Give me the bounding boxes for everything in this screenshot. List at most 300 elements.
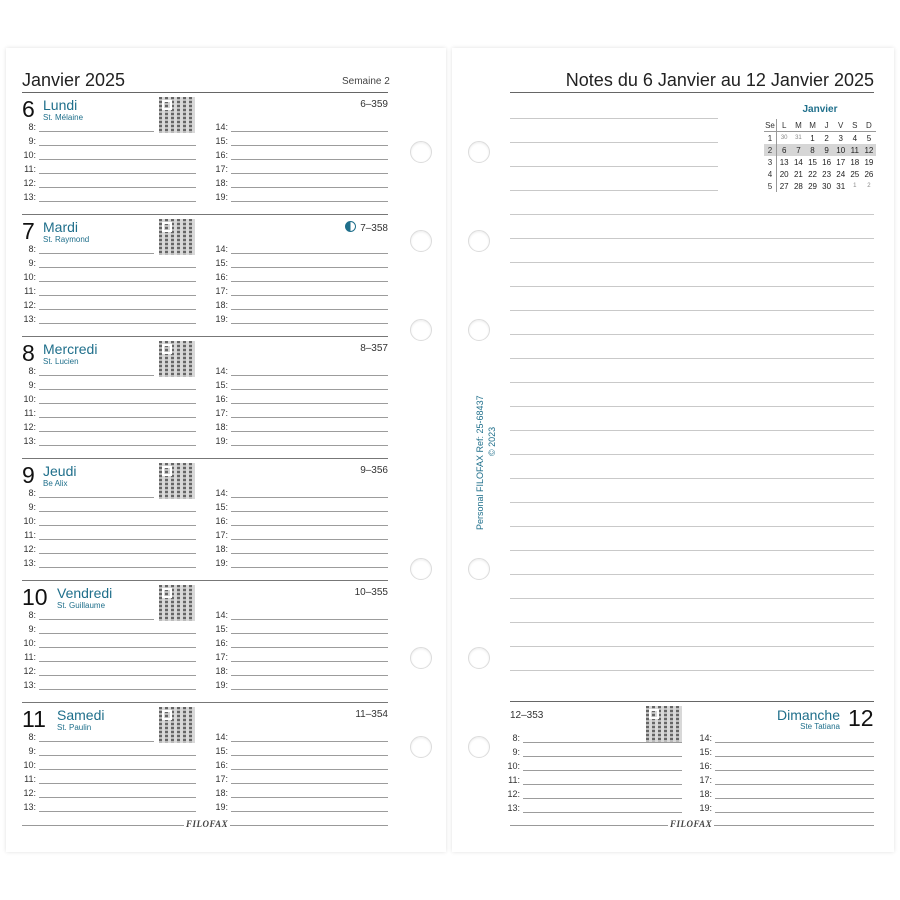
hour-label: 8: — [28, 610, 36, 620]
hour-label: 17: — [215, 164, 228, 174]
hour-label: 11: — [24, 408, 36, 418]
hour-label: 19: — [215, 314, 228, 324]
hour-label: 15: — [215, 258, 228, 268]
hour-line[interactable] — [231, 173, 388, 174]
calendar-day[interactable]: 20 — [779, 169, 789, 179]
saint-name: St. Paulin — [57, 723, 92, 732]
hour-label: 16: — [215, 638, 228, 648]
calendar-day[interactable]: 27 — [779, 181, 789, 191]
hour-line[interactable] — [39, 281, 196, 282]
hour-row — [22, 244, 154, 254]
hour-row — [214, 666, 388, 676]
hour-label: 8: — [28, 732, 36, 742]
hour-label: 12: — [23, 666, 36, 676]
hour-line[interactable] — [39, 431, 196, 432]
hour-row — [22, 122, 154, 132]
sunday-hour-row — [698, 803, 874, 813]
calendar-day[interactable]: 16 — [822, 157, 832, 167]
hour-line[interactable] — [231, 281, 388, 282]
hour-line[interactable] — [715, 742, 874, 743]
hour-label: 15: — [215, 380, 228, 390]
hour-label: 11: — [508, 775, 520, 785]
hour-line[interactable] — [39, 145, 196, 146]
hour-row — [214, 258, 388, 268]
binder-hole — [468, 230, 490, 252]
hour-line[interactable] — [231, 769, 388, 770]
sunday-hour-row — [698, 789, 874, 799]
hour-row — [214, 366, 388, 376]
hour-row — [22, 802, 196, 812]
hour-label: 8: — [28, 122, 36, 132]
hour-row — [214, 380, 388, 390]
hour-label: 19: — [215, 436, 228, 446]
hour-line[interactable] — [231, 741, 388, 742]
hour-line[interactable] — [39, 797, 196, 798]
sunday-hour-row — [506, 733, 682, 743]
hour-line[interactable] — [231, 431, 388, 432]
hour-label: 10: — [23, 638, 36, 648]
hour-label: 13: — [23, 558, 36, 568]
hour-row — [22, 314, 196, 324]
day-qr-code — [159, 463, 195, 499]
hour-label: 9: — [28, 258, 36, 268]
hour-label: 11: — [24, 774, 36, 784]
notes-title: Notes du 6 Janvier au 12 Janvier 2025 — [565, 70, 874, 90]
hour-row — [22, 436, 196, 446]
calendar-week-row — [764, 156, 876, 168]
day-number: 9 — [22, 462, 35, 488]
hour-line[interactable] — [523, 784, 682, 785]
hour-line[interactable] — [39, 811, 196, 812]
calendar-day[interactable]: 12 — [862, 144, 876, 156]
day-count-wrap — [360, 343, 388, 354]
hour-row — [214, 488, 388, 498]
saint-name: St. Guillaume — [57, 601, 106, 610]
hour-row — [22, 136, 196, 146]
hour-line[interactable] — [231, 525, 388, 526]
hour-line[interactable] — [39, 323, 196, 324]
hour-label: 10: — [507, 761, 520, 771]
note-line[interactable] — [510, 334, 874, 335]
sunday-hour-row — [506, 747, 682, 757]
hour-line[interactable] — [231, 783, 388, 784]
calendar-day[interactable]: 14 — [793, 157, 803, 167]
hour-line[interactable] — [39, 201, 196, 202]
hour-label: 13: — [507, 803, 520, 813]
hour-line[interactable] — [231, 553, 388, 554]
hour-row — [22, 258, 196, 268]
hour-line[interactable] — [39, 783, 196, 784]
calendar-day[interactable]: 13 — [779, 157, 789, 167]
note-line[interactable] — [510, 526, 874, 527]
day-name: Mardi — [43, 219, 79, 235]
moon-phase-icon — [345, 221, 356, 232]
calendar-day[interactable]: 26 — [864, 169, 874, 179]
calendar-day[interactable]: 22 — [808, 169, 817, 179]
hour-line[interactable] — [715, 798, 874, 799]
hour-row — [22, 624, 196, 634]
day-count-wrap — [345, 221, 388, 234]
sunday-name: Dimanche — [776, 707, 840, 723]
saint-name: St. Mélaine — [43, 113, 84, 122]
binder-hole — [410, 647, 432, 669]
hour-label: 11: — [24, 286, 36, 296]
hour-row — [214, 802, 388, 812]
hour-row — [22, 530, 196, 540]
hour-label: 13: — [23, 802, 36, 812]
day-count: 6–359 — [360, 99, 388, 110]
hour-label: 8: — [28, 488, 36, 498]
hour-line[interactable] — [39, 675, 196, 676]
hour-row — [214, 760, 388, 770]
hour-line[interactable] — [231, 417, 388, 418]
binder-hole — [410, 319, 432, 341]
calendar-day[interactable]: 31 — [836, 181, 846, 191]
hour-label: 19: — [215, 558, 228, 568]
note-line-short[interactable] — [510, 166, 718, 167]
hour-label: 10: — [23, 150, 36, 160]
hour-line[interactable] — [39, 295, 196, 296]
hour-row — [214, 732, 388, 742]
saint-name: St. Raymond — [43, 235, 90, 244]
hour-line[interactable] — [523, 770, 682, 771]
hour-row — [22, 380, 196, 390]
calendar-day[interactable]: 5 — [866, 133, 872, 143]
hour-row — [214, 300, 388, 310]
hour-line[interactable] — [39, 647, 196, 648]
hour-row — [214, 774, 388, 784]
day-count-wrap — [355, 709, 388, 720]
hour-label: 13: — [23, 436, 36, 446]
hour-line[interactable] — [231, 647, 388, 648]
note-line[interactable] — [510, 454, 874, 455]
calendar-day[interactable]: 2 — [824, 133, 829, 143]
day-count: 9–356 — [360, 465, 388, 476]
spine-reference — [474, 395, 498, 530]
hour-line[interactable] — [39, 403, 196, 404]
hour-label: 10: — [23, 516, 36, 526]
hour-line[interactable] — [231, 689, 388, 690]
hour-row — [214, 624, 388, 634]
hour-label: 17: — [215, 652, 228, 662]
hour-line[interactable] — [231, 619, 388, 620]
hour-line[interactable] — [39, 769, 196, 770]
hour-line[interactable] — [39, 511, 196, 512]
hour-line[interactable] — [231, 755, 388, 756]
calendar-day[interactable]: 2 — [867, 183, 871, 189]
mini-calendar-title: Janvier — [802, 104, 838, 115]
hour-row — [214, 638, 388, 648]
saint-name: Be Alix — [43, 479, 68, 488]
hour-row — [22, 422, 196, 432]
hour-row — [214, 272, 388, 282]
calendar-day[interactable]: 17 — [836, 157, 846, 167]
note-line[interactable] — [510, 502, 874, 503]
hour-row — [214, 192, 388, 202]
sunday-hour-row — [698, 733, 874, 743]
hour-line[interactable] — [523, 742, 682, 743]
hour-label: 12: — [23, 422, 36, 432]
hour-row — [22, 638, 196, 648]
hour-line[interactable] — [39, 267, 196, 268]
calendar-day[interactable]: 18 — [850, 157, 860, 167]
hour-label: 11: — [24, 530, 36, 540]
note-line-short[interactable] — [510, 142, 718, 143]
hour-row — [214, 516, 388, 526]
hour-line[interactable] — [39, 633, 196, 634]
calendar-day[interactable]: 1 — [853, 183, 857, 189]
calendar-day[interactable]: 25 — [850, 169, 860, 179]
day-name: Samedi — [57, 707, 105, 723]
hour-label: 18: — [215, 422, 228, 432]
day-divider — [22, 702, 388, 703]
hour-line[interactable] — [39, 567, 196, 568]
hour-line[interactable] — [39, 539, 196, 540]
hour-line[interactable] — [39, 253, 154, 254]
hour-line[interactable] — [231, 267, 388, 268]
calendar-day[interactable]: 11 — [848, 144, 862, 156]
hour-row — [22, 610, 154, 620]
hour-line[interactable] — [231, 567, 388, 568]
hour-row — [214, 746, 388, 756]
note-line[interactable] — [510, 310, 874, 311]
hour-line[interactable] — [39, 187, 196, 188]
calendar-week-number: 1 — [764, 132, 777, 145]
hour-label: 12: — [23, 544, 36, 554]
note-line-short[interactable] — [510, 190, 718, 191]
sunday-hour-row — [506, 803, 682, 813]
hour-line[interactable] — [231, 389, 388, 390]
note-line[interactable] — [510, 286, 874, 287]
hour-line[interactable] — [231, 539, 388, 540]
hour-line[interactable] — [39, 417, 196, 418]
hour-line[interactable] — [39, 445, 196, 446]
hour-label: 14: — [215, 366, 228, 376]
note-line[interactable] — [510, 214, 874, 215]
note-line[interactable] — [510, 478, 874, 479]
binder-hole — [410, 736, 432, 758]
binder-hole — [410, 558, 432, 580]
hour-line[interactable] — [231, 375, 388, 376]
hour-line[interactable] — [231, 675, 388, 676]
hour-label: 9: — [28, 380, 36, 390]
binder-hole — [410, 230, 432, 252]
hour-label: 11: — [24, 652, 36, 662]
calendar-day[interactable]: 29 — [808, 181, 817, 191]
hour-row — [22, 680, 196, 690]
hour-line[interactable] — [715, 812, 874, 813]
hour-row — [22, 366, 154, 376]
calendar-day[interactable]: 3 — [838, 133, 843, 143]
hour-line[interactable] — [231, 309, 388, 310]
footer-rule — [714, 825, 874, 826]
hour-line[interactable] — [231, 201, 388, 202]
hour-label: 18: — [699, 789, 712, 799]
hour-line[interactable] — [39, 389, 196, 390]
hour-row — [22, 516, 196, 526]
sunday-hour-row — [506, 789, 682, 799]
day-number: 10 — [22, 584, 48, 610]
note-line[interactable] — [510, 262, 874, 263]
hour-line[interactable] — [715, 770, 874, 771]
calendar-week-row — [764, 168, 876, 180]
hour-label: 15: — [215, 746, 228, 756]
hour-label: 14: — [215, 610, 228, 620]
hour-line[interactable] — [39, 755, 196, 756]
note-line[interactable] — [510, 406, 874, 407]
note-line[interactable] — [510, 646, 874, 647]
hour-label: 9: — [512, 747, 520, 757]
hour-line[interactable] — [39, 375, 154, 376]
hour-line[interactable] — [231, 323, 388, 324]
hour-line[interactable] — [715, 756, 874, 757]
sunday-rule — [510, 701, 874, 702]
note-line[interactable] — [510, 622, 874, 623]
hour-label: 16: — [699, 761, 712, 771]
hour-line[interactable] — [231, 797, 388, 798]
calendar-day[interactable]: 31 — [795, 135, 802, 141]
calendar-header-cell: D — [862, 119, 876, 132]
note-line-short[interactable] — [510, 118, 718, 119]
binder-hole — [410, 141, 432, 163]
hour-row — [22, 394, 196, 404]
note-line[interactable] — [510, 670, 874, 671]
calendar-day[interactable]: 30 — [780, 135, 788, 141]
hour-row — [214, 530, 388, 540]
hour-line[interactable] — [231, 253, 388, 254]
note-line[interactable] — [510, 382, 874, 383]
calendar-day[interactable]: 6 — [777, 144, 792, 156]
hour-line[interactable] — [231, 497, 388, 498]
note-line[interactable] — [510, 550, 874, 551]
hour-line[interactable] — [231, 131, 388, 132]
calendar-day[interactable]: 8 — [805, 144, 819, 156]
calendar-day[interactable]: 4 — [852, 133, 858, 143]
day-name: Vendredi — [57, 585, 113, 601]
hour-line[interactable] — [39, 661, 196, 662]
calendar-header-cell: M — [791, 119, 805, 132]
note-line[interactable] — [510, 358, 874, 359]
hour-line[interactable] — [231, 295, 388, 296]
hour-line[interactable] — [39, 689, 196, 690]
hour-row — [214, 136, 388, 146]
day-count-wrap — [360, 465, 388, 476]
day-divider — [22, 580, 388, 581]
hour-line[interactable] — [523, 798, 682, 799]
hour-line[interactable] — [231, 811, 388, 812]
hour-label: 9: — [28, 502, 36, 512]
hour-label: 16: — [215, 394, 228, 404]
hour-label: 8: — [512, 733, 520, 743]
hour-line[interactable] — [231, 445, 388, 446]
hour-line[interactable] — [231, 661, 388, 662]
sunday-saint: Ste Tatiana — [800, 722, 840, 731]
day-qr-code — [159, 341, 195, 377]
day-qr-code — [159, 97, 195, 133]
hour-row — [214, 436, 388, 446]
footer-brand-left: FILOFAX — [186, 819, 229, 829]
calendar-week-row — [764, 132, 876, 145]
calendar-day[interactable]: 10 — [834, 144, 848, 156]
sunday-hour-row — [698, 761, 874, 771]
hour-label: 13: — [23, 314, 36, 324]
hour-line[interactable] — [523, 756, 682, 757]
footer-brand-right: FILOFAX — [670, 819, 713, 829]
note-line[interactable] — [510, 574, 874, 575]
day-divider — [22, 336, 388, 337]
hour-label: 9: — [28, 136, 36, 146]
hour-label: 18: — [215, 544, 228, 554]
note-line[interactable] — [510, 598, 874, 599]
hour-row — [214, 314, 388, 324]
hour-label: 16: — [215, 272, 228, 282]
hour-label: 10: — [23, 760, 36, 770]
day-qr-code — [159, 707, 195, 743]
hour-line[interactable] — [39, 497, 154, 498]
calendar-day[interactable]: 30 — [822, 181, 832, 191]
day-name: Lundi — [43, 97, 78, 113]
hour-line[interactable] — [231, 145, 388, 146]
hour-label: 17: — [215, 408, 228, 418]
hour-row — [214, 150, 388, 160]
hour-line[interactable] — [39, 159, 196, 160]
calendar-day[interactable]: 28 — [793, 181, 803, 191]
note-line[interactable] — [510, 238, 874, 239]
hour-line[interactable] — [231, 633, 388, 634]
calendar-day[interactable]: 23 — [822, 169, 832, 179]
hour-label: 16: — [215, 760, 228, 770]
hour-row — [214, 502, 388, 512]
hour-label: 17: — [699, 775, 712, 785]
hour-line[interactable] — [231, 511, 388, 512]
calendar-day[interactable]: 21 — [793, 169, 803, 179]
calendar-header-cell: Se — [765, 120, 775, 130]
calendar-day[interactable]: 19 — [864, 157, 874, 167]
hour-line[interactable] — [523, 812, 682, 813]
day-number: 6 — [22, 96, 35, 122]
hour-row — [22, 192, 196, 202]
calendar-week-number: 3 — [764, 156, 777, 168]
calendar-day[interactable]: 9 — [820, 144, 834, 156]
hour-line[interactable] — [39, 525, 196, 526]
hour-row — [22, 558, 196, 568]
hour-line[interactable] — [39, 131, 154, 132]
hour-row — [214, 544, 388, 554]
note-line[interactable] — [510, 430, 874, 431]
hour-line[interactable] — [39, 309, 196, 310]
day-count: 10–355 — [354, 587, 388, 598]
hour-row — [214, 164, 388, 174]
hour-label: 18: — [215, 788, 228, 798]
hour-line[interactable] — [39, 741, 154, 742]
hour-label: 12: — [23, 300, 36, 310]
hour-line[interactable] — [231, 187, 388, 188]
hour-line[interactable] — [39, 619, 154, 620]
hour-line[interactable] — [231, 159, 388, 160]
hour-row — [22, 408, 196, 418]
hour-line[interactable] — [715, 784, 874, 785]
hour-row — [22, 788, 196, 798]
hour-line[interactable] — [39, 173, 196, 174]
calendar-day[interactable]: 1 — [810, 133, 815, 143]
hour-label: 19: — [215, 802, 228, 812]
hour-line[interactable] — [39, 553, 196, 554]
calendar-day[interactable]: 7 — [791, 144, 805, 156]
day-divider — [22, 458, 388, 459]
hour-line[interactable] — [231, 403, 388, 404]
calendar-day[interactable]: 15 — [808, 157, 817, 167]
calendar-day[interactable]: 24 — [836, 169, 846, 179]
